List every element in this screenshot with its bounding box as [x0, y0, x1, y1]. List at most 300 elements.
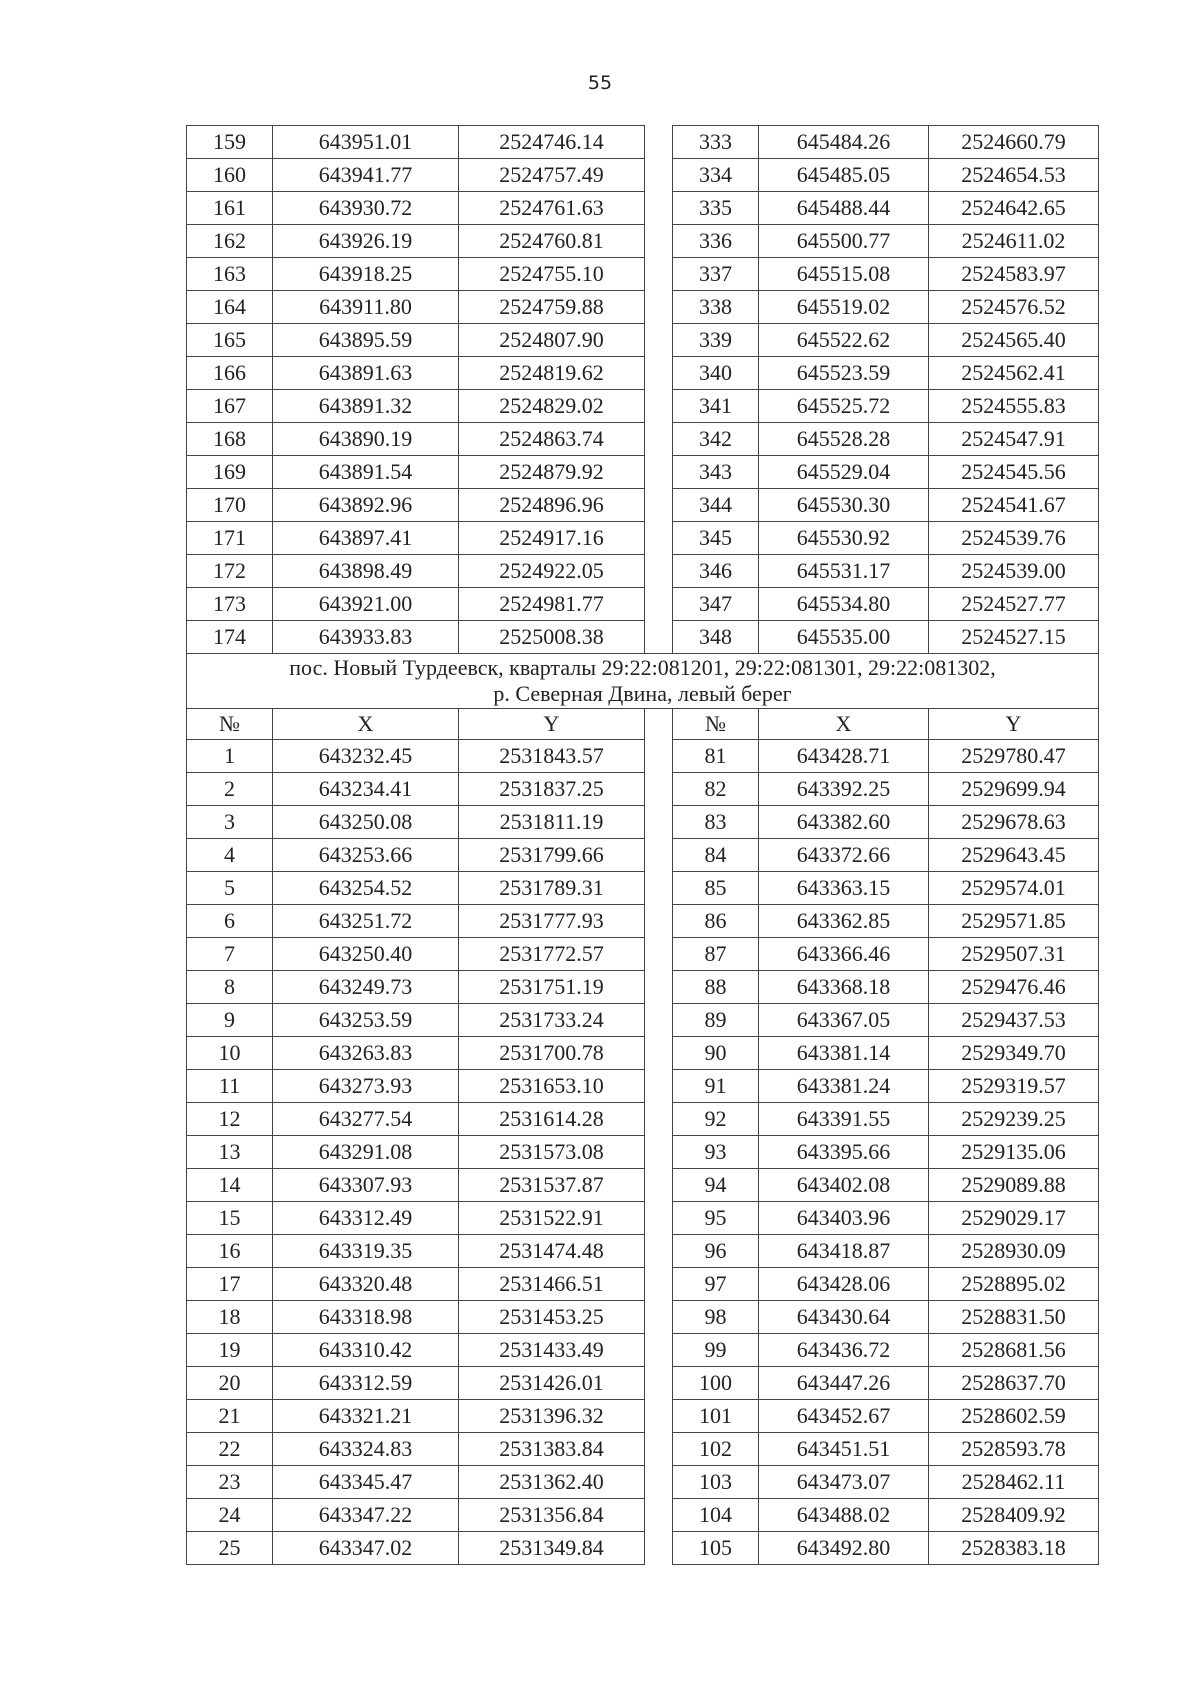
- x-coord-right: 643428.71: [759, 740, 929, 773]
- table-row: [187, 555, 1099, 588]
- point-number-left: 166: [187, 357, 273, 390]
- y-coord-left: 2531843.57: [459, 740, 645, 773]
- x-coord-left: 643921.00: [273, 588, 459, 621]
- point-number-left: 19: [187, 1334, 273, 1367]
- x-coord-right: 643402.08: [759, 1169, 929, 1202]
- y-coord-left: 2531383.84: [459, 1433, 645, 1466]
- point-number-left: 8: [187, 971, 273, 1004]
- y-coord-right: 2524611.02: [929, 225, 1099, 258]
- y-coord-left: 2524759.88: [459, 291, 645, 324]
- column-gap: [645, 1037, 673, 1070]
- x-coord-left: 643254.52: [273, 872, 459, 905]
- column-gap: [645, 126, 673, 159]
- table-row: [187, 1004, 1099, 1037]
- y-coord-left: 2531751.19: [459, 971, 645, 1004]
- x-coord-right: 645530.30: [759, 489, 929, 522]
- y-coord-right: 2529476.46: [929, 971, 1099, 1004]
- column-gap: [645, 324, 673, 357]
- header-x-right: X: [759, 709, 929, 740]
- header-num-right: №: [673, 709, 759, 740]
- table-row: [187, 192, 1099, 225]
- column-gap: [645, 1103, 673, 1136]
- point-number-right: 98: [673, 1301, 759, 1334]
- column-gap: [645, 192, 673, 225]
- point-number-left: 171: [187, 522, 273, 555]
- y-coord-left: 2531837.25: [459, 773, 645, 806]
- point-number-left: 162: [187, 225, 273, 258]
- table-row: [187, 159, 1099, 192]
- x-coord-left: 643250.40: [273, 938, 459, 971]
- y-coord-left: 2531426.01: [459, 1367, 645, 1400]
- x-coord-right: 643492.80: [759, 1532, 929, 1565]
- x-coord-right: 643395.66: [759, 1136, 929, 1169]
- x-coord-left: 643253.66: [273, 839, 459, 872]
- point-number-right: 346: [673, 555, 759, 588]
- point-number-right: 81: [673, 740, 759, 773]
- x-coord-left: 643253.59: [273, 1004, 459, 1037]
- y-coord-right: 2528383.18: [929, 1532, 1099, 1565]
- bottom-section-rows: [187, 740, 1099, 1565]
- x-coord-right: 643447.26: [759, 1367, 929, 1400]
- x-coord-right: 643428.06: [759, 1268, 929, 1301]
- x-coord-left: 643891.63: [273, 357, 459, 390]
- point-number-right: 92: [673, 1103, 759, 1136]
- x-coord-right: 643382.60: [759, 806, 929, 839]
- table-row: [187, 971, 1099, 1004]
- y-coord-right: 2529507.31: [929, 938, 1099, 971]
- header-num-left: №: [187, 709, 273, 740]
- header-x-left: X: [273, 709, 459, 740]
- x-coord-right: 643362.85: [759, 905, 929, 938]
- column-header-row: [187, 709, 1099, 740]
- y-coord-left: 2525008.38: [459, 621, 645, 654]
- top-section-rows: [187, 126, 1099, 654]
- x-coord-right: 643436.72: [759, 1334, 929, 1367]
- table-row: [187, 839, 1099, 872]
- point-number-right: 87: [673, 938, 759, 971]
- x-coord-right: 645485.05: [759, 159, 929, 192]
- x-coord-right: 645488.44: [759, 192, 929, 225]
- point-number-right: 83: [673, 806, 759, 839]
- point-number-left: 23: [187, 1466, 273, 1499]
- y-coord-left: 2531799.66: [459, 839, 645, 872]
- point-number-left: 18: [187, 1301, 273, 1334]
- table-row: [187, 1070, 1099, 1103]
- x-coord-left: 643249.73: [273, 971, 459, 1004]
- point-number-left: 7: [187, 938, 273, 971]
- point-number-right: 91: [673, 1070, 759, 1103]
- point-number-right: 333: [673, 126, 759, 159]
- y-coord-right: 2524654.53: [929, 159, 1099, 192]
- y-coord-left: 2531614.28: [459, 1103, 645, 1136]
- x-coord-left: 643911.80: [273, 291, 459, 324]
- point-number-right: 335: [673, 192, 759, 225]
- y-coord-right: 2529029.17: [929, 1202, 1099, 1235]
- table-row: [187, 423, 1099, 456]
- point-number-left: 159: [187, 126, 273, 159]
- table-row: [187, 773, 1099, 806]
- y-coord-left: 2531362.40: [459, 1466, 645, 1499]
- section-caption: [187, 654, 1099, 709]
- x-coord-left: 643277.54: [273, 1103, 459, 1136]
- column-gap: [645, 1367, 673, 1400]
- point-number-right: 345: [673, 522, 759, 555]
- table-row: [187, 621, 1099, 654]
- x-coord-left: 643307.93: [273, 1169, 459, 1202]
- point-number-left: 169: [187, 456, 273, 489]
- x-coord-left: 643312.49: [273, 1202, 459, 1235]
- column-gap: [645, 1004, 673, 1037]
- table-row: [187, 1268, 1099, 1301]
- y-coord-left: 2524746.14: [459, 126, 645, 159]
- column-gap: [645, 1235, 673, 1268]
- table-row: [187, 1532, 1099, 1565]
- section-caption-row: [187, 654, 1099, 709]
- point-number-right: 85: [673, 872, 759, 905]
- page-number: 55: [587, 72, 613, 94]
- x-coord-left: 643320.48: [273, 1268, 459, 1301]
- y-coord-left: 2524981.77: [459, 588, 645, 621]
- point-number-left: 170: [187, 489, 273, 522]
- column-gap: [645, 1433, 673, 1466]
- y-coord-left: 2531537.87: [459, 1169, 645, 1202]
- table-row: [187, 1301, 1099, 1334]
- y-coord-right: 2528462.11: [929, 1466, 1099, 1499]
- point-number-left: 17: [187, 1268, 273, 1301]
- column-gap: [645, 839, 673, 872]
- x-coord-right: 643368.18: [759, 971, 929, 1004]
- y-coord-left: 2531772.57: [459, 938, 645, 971]
- table-row: [187, 258, 1099, 291]
- y-coord-left: 2524922.05: [459, 555, 645, 588]
- x-coord-left: 643310.42: [273, 1334, 459, 1367]
- point-number-right: 93: [673, 1136, 759, 1169]
- x-coord-left: 643918.25: [273, 258, 459, 291]
- column-gap: [645, 357, 673, 390]
- y-coord-right: 2529678.63: [929, 806, 1099, 839]
- column-gap: [645, 938, 673, 971]
- point-number-left: 2: [187, 773, 273, 806]
- table-row: [187, 1400, 1099, 1433]
- table-row: [187, 522, 1099, 555]
- point-number-right: 347: [673, 588, 759, 621]
- y-coord-left: 2524863.74: [459, 423, 645, 456]
- y-coord-left: 2531453.25: [459, 1301, 645, 1334]
- y-coord-left: 2531653.10: [459, 1070, 645, 1103]
- x-coord-right: 643391.55: [759, 1103, 929, 1136]
- column-gap: [645, 1334, 673, 1367]
- column-gap: [645, 1136, 673, 1169]
- x-coord-left: 643895.59: [273, 324, 459, 357]
- table-row: [187, 905, 1099, 938]
- y-coord-left: 2531777.93: [459, 905, 645, 938]
- x-coord-right: 643381.14: [759, 1037, 929, 1070]
- point-number-right: 101: [673, 1400, 759, 1433]
- y-coord-right: 2524642.65: [929, 192, 1099, 225]
- y-coord-left: 2531811.19: [459, 806, 645, 839]
- x-coord-right: 643488.02: [759, 1499, 929, 1532]
- point-number-right: 342: [673, 423, 759, 456]
- y-coord-right: 2524527.77: [929, 588, 1099, 621]
- header-y-left: Y: [459, 709, 645, 740]
- x-coord-left: 643951.01: [273, 126, 459, 159]
- table-row: [187, 357, 1099, 390]
- column-gap: [645, 1532, 673, 1565]
- x-coord-right: 643392.25: [759, 773, 929, 806]
- point-number-left: 12: [187, 1103, 273, 1136]
- y-coord-left: 2524917.16: [459, 522, 645, 555]
- x-coord-left: 643892.96: [273, 489, 459, 522]
- x-coord-right: 645522.62: [759, 324, 929, 357]
- point-number-left: 167: [187, 390, 273, 423]
- column-gap: [645, 773, 673, 806]
- y-coord-right: 2524565.40: [929, 324, 1099, 357]
- column-gap: [645, 1400, 673, 1433]
- column-gap: [645, 159, 673, 192]
- point-number-left: 3: [187, 806, 273, 839]
- x-coord-left: 643319.35: [273, 1235, 459, 1268]
- y-coord-right: 2524555.83: [929, 390, 1099, 423]
- x-coord-left: 643891.54: [273, 456, 459, 489]
- point-number-right: 86: [673, 905, 759, 938]
- point-number-left: 9: [187, 1004, 273, 1037]
- x-coord-left: 643251.72: [273, 905, 459, 938]
- point-number-left: 6: [187, 905, 273, 938]
- point-number-right: 341: [673, 390, 759, 423]
- point-number-right: 334: [673, 159, 759, 192]
- x-coord-left: 643891.32: [273, 390, 459, 423]
- point-number-left: 174: [187, 621, 273, 654]
- x-coord-left: 643234.41: [273, 773, 459, 806]
- y-coord-right: 2529571.85: [929, 905, 1099, 938]
- y-coord-right: 2528930.09: [929, 1235, 1099, 1268]
- table-row: [187, 126, 1099, 159]
- y-coord-right: 2529437.53: [929, 1004, 1099, 1037]
- x-coord-left: 643930.72: [273, 192, 459, 225]
- y-coord-right: 2528593.78: [929, 1433, 1099, 1466]
- column-gap: [645, 588, 673, 621]
- point-number-right: 95: [673, 1202, 759, 1235]
- point-number-right: 340: [673, 357, 759, 390]
- column-gap: [645, 1169, 673, 1202]
- point-number-left: 163: [187, 258, 273, 291]
- column-gap: [645, 456, 673, 489]
- column-gap: [645, 621, 673, 654]
- table-row: [187, 324, 1099, 357]
- y-coord-left: 2524761.63: [459, 192, 645, 225]
- y-coord-right: 2529699.94: [929, 773, 1099, 806]
- x-coord-right: 645530.92: [759, 522, 929, 555]
- point-number-right: 102: [673, 1433, 759, 1466]
- y-coord-left: 2524879.92: [459, 456, 645, 489]
- table-row: [187, 938, 1099, 971]
- x-coord-left: 643318.98: [273, 1301, 459, 1334]
- point-number-left: 1: [187, 740, 273, 773]
- point-number-right: 96: [673, 1235, 759, 1268]
- column-gap: [645, 1202, 673, 1235]
- y-coord-right: 2529643.45: [929, 839, 1099, 872]
- y-coord-right: 2524541.67: [929, 489, 1099, 522]
- table-row: [187, 1235, 1099, 1268]
- point-number-left: 165: [187, 324, 273, 357]
- point-number-right: 88: [673, 971, 759, 1004]
- point-number-left: 11: [187, 1070, 273, 1103]
- column-gap: [645, 555, 673, 588]
- table-row: [187, 588, 1099, 621]
- column-gap: [645, 1268, 673, 1301]
- point-number-left: 14: [187, 1169, 273, 1202]
- x-coord-right: 643452.67: [759, 1400, 929, 1433]
- x-coord-left: 643250.08: [273, 806, 459, 839]
- x-coord-left: 643926.19: [273, 225, 459, 258]
- y-coord-right: 2529319.57: [929, 1070, 1099, 1103]
- column-gap: [645, 291, 673, 324]
- point-number-left: 160: [187, 159, 273, 192]
- table-row: [187, 456, 1099, 489]
- x-coord-right: 645500.77: [759, 225, 929, 258]
- point-number-right: 89: [673, 1004, 759, 1037]
- y-coord-right: 2528409.92: [929, 1499, 1099, 1532]
- x-coord-right: 643381.24: [759, 1070, 929, 1103]
- table-row: [187, 1367, 1099, 1400]
- point-number-left: 161: [187, 192, 273, 225]
- x-coord-right: 645484.26: [759, 126, 929, 159]
- y-coord-left: 2524819.62: [459, 357, 645, 390]
- x-coord-right: 645523.59: [759, 357, 929, 390]
- y-coord-left: 2531522.91: [459, 1202, 645, 1235]
- table-row: [187, 489, 1099, 522]
- table-row: [187, 1169, 1099, 1202]
- x-coord-left: 643321.21: [273, 1400, 459, 1433]
- y-coord-right: 2524545.56: [929, 456, 1099, 489]
- point-number-left: 20: [187, 1367, 273, 1400]
- point-number-left: 21: [187, 1400, 273, 1433]
- x-coord-right: 645534.80: [759, 588, 929, 621]
- x-coord-right: 643363.15: [759, 872, 929, 905]
- table-row: [187, 1202, 1099, 1235]
- y-coord-left: 2531474.48: [459, 1235, 645, 1268]
- point-number-right: 348: [673, 621, 759, 654]
- x-coord-right: 643367.05: [759, 1004, 929, 1037]
- x-coord-right: 645535.00: [759, 621, 929, 654]
- x-coord-right: 645519.02: [759, 291, 929, 324]
- table-row: [187, 225, 1099, 258]
- x-coord-right: 643403.96: [759, 1202, 929, 1235]
- column-gap: [645, 971, 673, 1004]
- point-number-right: 99: [673, 1334, 759, 1367]
- y-coord-right: 2524539.76: [929, 522, 1099, 555]
- section-caption-line-1: пос. Новый Турдеевск, кварталы 29:22:081201, 29:22:081301, 29:22:081302,: [289, 655, 996, 680]
- point-number-right: 103: [673, 1466, 759, 1499]
- y-coord-left: 2531466.51: [459, 1268, 645, 1301]
- x-coord-right: 645525.72: [759, 390, 929, 423]
- table-row: [187, 1037, 1099, 1070]
- column-gap: [645, 1499, 673, 1532]
- table-row: [187, 1103, 1099, 1136]
- x-coord-left: 643263.83: [273, 1037, 459, 1070]
- column-gap: [645, 522, 673, 555]
- table-row: [187, 806, 1099, 839]
- y-coord-right: 2528602.59: [929, 1400, 1099, 1433]
- y-coord-right: 2524583.97: [929, 258, 1099, 291]
- x-coord-left: 643347.22: [273, 1499, 459, 1532]
- x-coord-left: 643933.83: [273, 621, 459, 654]
- table-row: [187, 740, 1099, 773]
- x-coord-left: 643291.08: [273, 1136, 459, 1169]
- table-row: [187, 1433, 1099, 1466]
- column-gap: [645, 905, 673, 938]
- column-gap: [645, 423, 673, 456]
- column-gap: [645, 258, 673, 291]
- x-coord-right: 645529.04: [759, 456, 929, 489]
- column-gap: [645, 225, 673, 258]
- column-gap: [645, 489, 673, 522]
- table-row: [187, 872, 1099, 905]
- column-gap: [645, 1070, 673, 1103]
- y-coord-left: 2531700.78: [459, 1037, 645, 1070]
- table-row: [187, 1499, 1099, 1532]
- y-coord-right: 2529089.88: [929, 1169, 1099, 1202]
- x-coord-left: 643312.59: [273, 1367, 459, 1400]
- x-coord-left: 643898.49: [273, 555, 459, 588]
- table-row: [187, 1334, 1099, 1367]
- point-number-right: 336: [673, 225, 759, 258]
- table-row: [187, 291, 1099, 324]
- y-coord-right: 2529135.06: [929, 1136, 1099, 1169]
- point-number-left: 173: [187, 588, 273, 621]
- column-gap: [645, 709, 673, 740]
- column-gap: [645, 872, 673, 905]
- x-coord-left: 643941.77: [273, 159, 459, 192]
- x-coord-right: 643366.46: [759, 938, 929, 971]
- point-number-right: 338: [673, 291, 759, 324]
- point-number-left: 10: [187, 1037, 273, 1070]
- x-coord-left: 643890.19: [273, 423, 459, 456]
- x-coord-right: 645515.08: [759, 258, 929, 291]
- y-coord-left: 2524755.10: [459, 258, 645, 291]
- x-coord-right: 643372.66: [759, 839, 929, 872]
- x-coord-right: 645531.17: [759, 555, 929, 588]
- y-coord-left: 2531789.31: [459, 872, 645, 905]
- y-coord-left: 2531573.08: [459, 1136, 645, 1169]
- point-number-left: 25: [187, 1532, 273, 1565]
- point-number-right: 82: [673, 773, 759, 806]
- column-gap: [645, 806, 673, 839]
- point-number-right: 343: [673, 456, 759, 489]
- y-coord-left: 2524829.02: [459, 390, 645, 423]
- x-coord-left: 643897.41: [273, 522, 459, 555]
- y-coord-right: 2528681.56: [929, 1334, 1099, 1367]
- point-number-right: 90: [673, 1037, 759, 1070]
- point-number-right: 104: [673, 1499, 759, 1532]
- x-coord-right: 645528.28: [759, 423, 929, 456]
- y-coord-left: 2524760.81: [459, 225, 645, 258]
- x-coord-right: 643418.87: [759, 1235, 929, 1268]
- y-coord-left: 2531396.32: [459, 1400, 645, 1433]
- x-coord-right: 643451.51: [759, 1433, 929, 1466]
- point-number-right: 94: [673, 1169, 759, 1202]
- x-coord-left: 643347.02: [273, 1532, 459, 1565]
- y-coord-right: 2529349.70: [929, 1037, 1099, 1070]
- y-coord-right: 2528637.70: [929, 1367, 1099, 1400]
- y-coord-right: 2528831.50: [929, 1301, 1099, 1334]
- y-coord-left: 2531356.84: [459, 1499, 645, 1532]
- x-coord-left: 643324.83: [273, 1433, 459, 1466]
- point-number-right: 97: [673, 1268, 759, 1301]
- column-gap: [645, 1301, 673, 1334]
- point-number-left: 13: [187, 1136, 273, 1169]
- point-number-left: 5: [187, 872, 273, 905]
